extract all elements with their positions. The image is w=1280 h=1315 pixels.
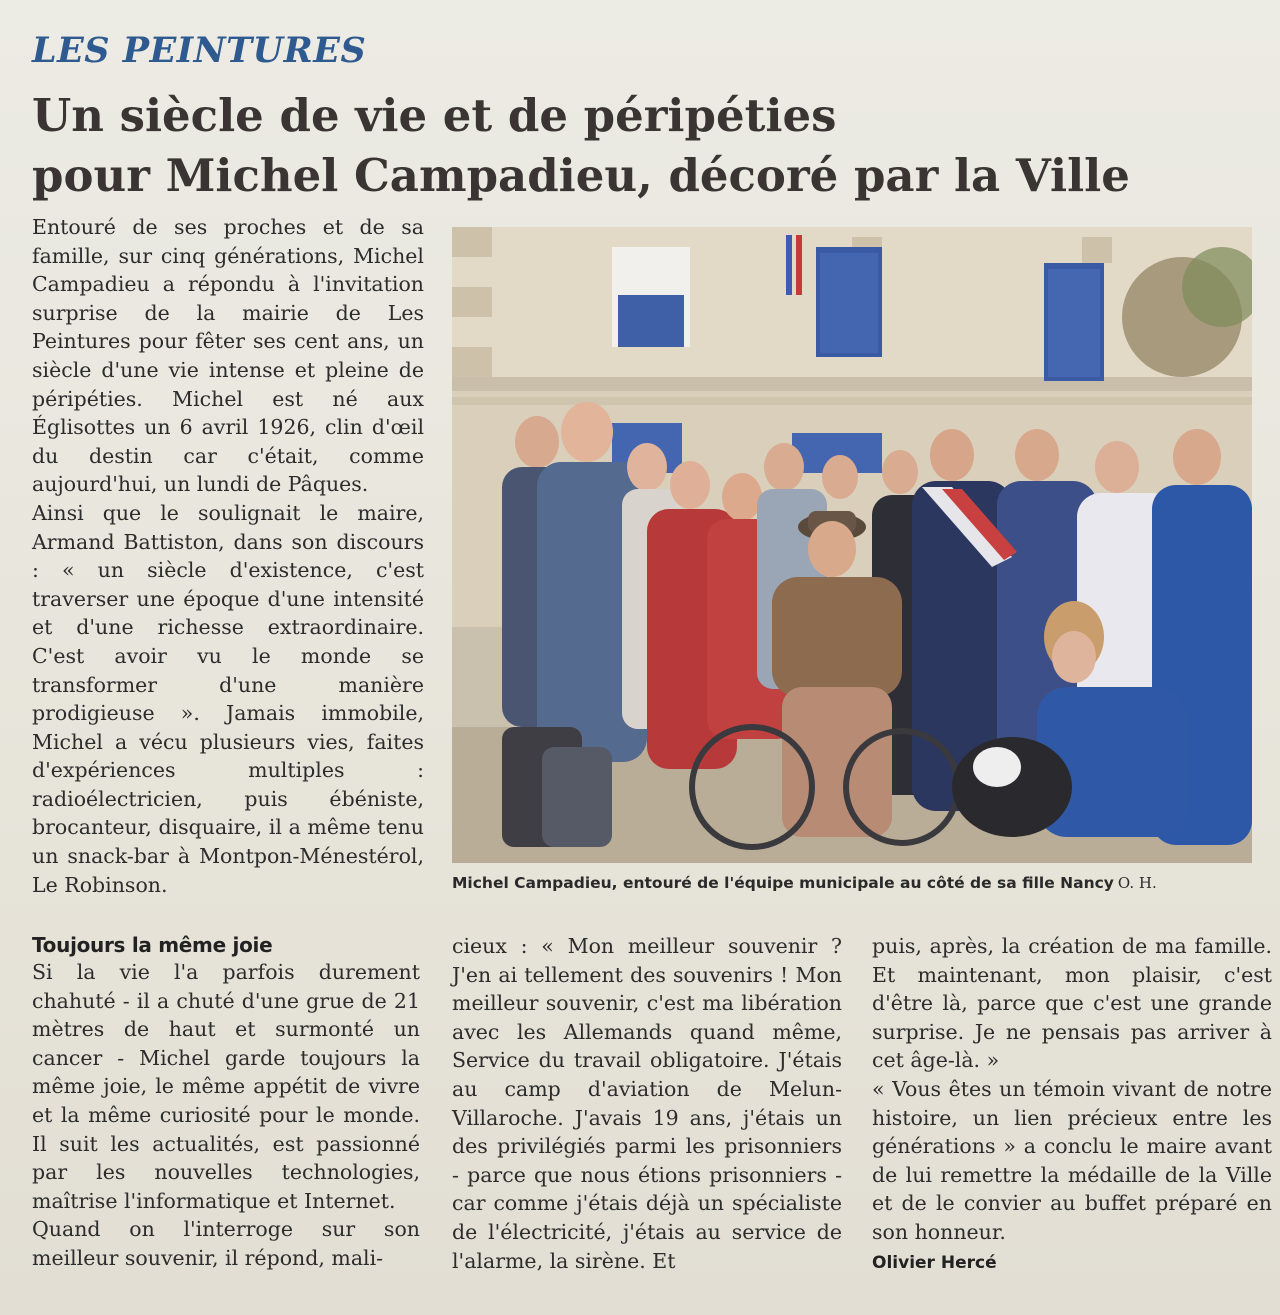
headline-line-1: Un siècle de vie et de péripéties: [32, 89, 837, 142]
lead-paragraph-1: Entouré de ses proches et de sa famille, sur cinq générations, Michel Campadieu a répondu à l'invitation surprise de la mairie de Les Peintures pour fêter ses cent ans, un siècle d'une vie intense et pleine de péripéties. Michel est né aux Églisottes un 6 avril 1926, clin d'œil du destin car c'était, comme aujourd'hui, un lundi de Pâques.: [32, 215, 424, 497]
lead-paragraph-2: Ainsi que le soulignait le maire, Armand Battiston, dans son discours : « un siècle d'existence, c'est traverser une époque d'une intensité et d'une richesse extraordinaire. C'est avoir vu le monde se transformer d'une manière prodigieuse ». Jamais immobile, Michel a vécu plusieurs vies, faites d'expériences multiples : radioélectricien, puis ébéniste, brocanteur, disquaire, il a même tenu un snack-bar à Montpon-Ménestérol, Le Robinson.: [32, 500, 424, 897]
body-paragraph-3: cieux : « Mon meilleur souvenir ? J'en ai tellement des souvenirs ! Mon meilleur souvenir, c'est ma libération avec les Allemands quand même, Service du travail obligatoire. J'étais au camp d'aviation de Melun-Villaroche. J'avais 19 ans, j'étais un des privilégiés parmi les prisonniers - parce que nous étions prisonniers - car comme j'étais déjà un spécialiste de l'électricité, j'étais au service de l'alarme, la sirène. Et: [452, 934, 842, 1273]
photo-caption: [452, 874, 1252, 892]
article-photo: [452, 227, 1252, 863]
group-photo-illustration: [452, 227, 1252, 863]
body-paragraph-4: puis, après, la création de ma famille. Et maintenant, mon plaisir, c'est d'être là, parce que c'est une grande surprise. Je ne pensais pas arriver à cet âge-là. »: [872, 934, 1272, 1073]
author-signature: Olivier Hercé: [872, 1252, 997, 1273]
body-paragraph-5: « Vous êtes un témoin vivant de notre histoire, un lien précieux entre les générations » a conclu le maire avant de lui remettre la médaille de la Ville et de le convier au buffet préparé en son honneur.: [872, 1076, 1272, 1244]
body-column-2: [452, 932, 842, 1275]
section-kicker: LES PEINTURES: [32, 30, 367, 71]
body-paragraph-1: Si la vie l'a parfois durement chahuté - il a chuté d'une grue de 21 mètres de haut et surmonté un cancer - Michel garde toujours la même joie, le même appétit de vivre et la même curiosité pour le monde. Il suit les actualités, est passionné par les nouvelles technologies, maîtrise l'informatique et Internet.: [32, 960, 420, 1213]
body-column-1: [32, 932, 420, 1273]
caption-text: Michel Campadieu, entouré de l'équipe municipale au côté de sa fille Nancy: [452, 874, 1114, 892]
headline-line-2: pour Michel Campadieu, décoré par la Ville: [32, 149, 1130, 202]
article-headline: [32, 86, 1252, 206]
section-subhead: Toujours la même joie: [32, 933, 273, 957]
photo-credit: O. H.: [1117, 874, 1157, 892]
body-paragraph-2: Quand on l'interroge sur son meilleur souvenir, il répond, mali-: [32, 1217, 420, 1270]
body-column-3: [872, 932, 1272, 1277]
lead-column: [32, 213, 424, 899]
